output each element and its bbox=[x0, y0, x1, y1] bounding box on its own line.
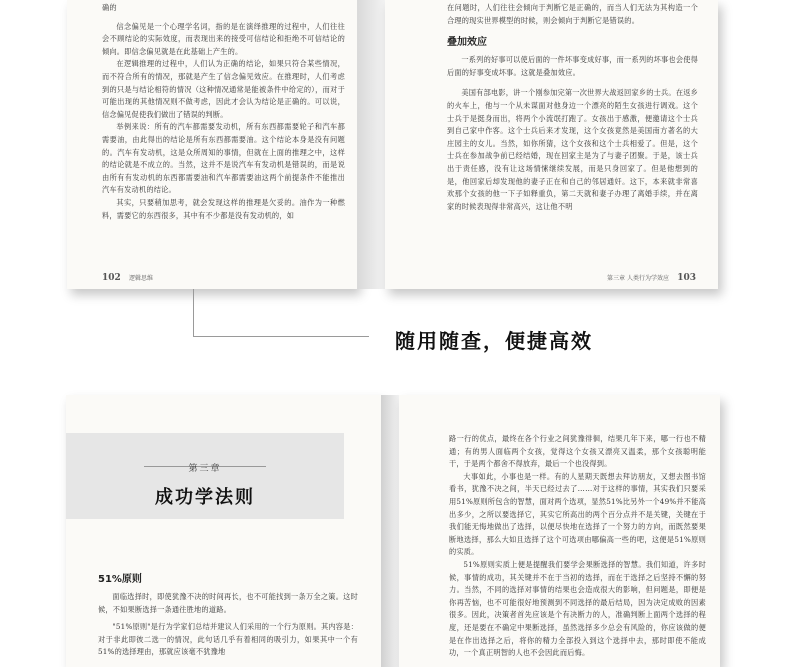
connector-horizontal bbox=[193, 336, 369, 337]
top-left-page bbox=[67, 0, 357, 289]
tagline: 随用随查，便捷高效 bbox=[395, 329, 593, 353]
chapter-band bbox=[66, 433, 344, 519]
paragraph: 信念偏见是一个心理学名词，指的是在演绎推理的过程中，人们往往会不顾结论的实际效度，而表现出来的接受可信结论和拒绝不可信结论的倾向。即信念偏见就是在此基础上产生的。 bbox=[102, 21, 345, 56]
book-gutter bbox=[357, 0, 385, 289]
section-heading: 51%原则 bbox=[98, 574, 142, 585]
running-head: 第三章 人类行为学效应 bbox=[607, 275, 669, 282]
paragraph: 在逻辑推理的过程中，人们认为正确的结论，如果只符合某些情况，而不符合所有的情况，那就是产生了信念偏见效应。在推理时，人们考虑到的只是与结论相符的情况（这种情况通常是能被条件中给定的），而对于可能出现的其他情况则不做考虑，因此才会认为结论是正确的。可以说，信念偏见促使我们做出了错误的判断。 bbox=[102, 59, 345, 119]
paragraph: 51%原则实质上便是提醒我们要学会果断选择的智慧。我们知道，许多时候，事情的成功，其关键并不在于当初的选择，而在于选择之后坚持不懈的努力。当然，不同的选择对事情的结果也会造成很大的影响，但问题是，即便是你再苦恼，也不可能很好地预测到不同选择的最后结局，因为决定成败的因素很多。因此，决策者首先应该是个有决断力的人，准确判断上面两个选择的程度，还是要在不确定中果断选择，虽然选择多少总会有风险的，你应该做的便是在作出选择之后，将你的精力全部投入到这个选择中去，那时即使不能成功，一个真正明智的人也不会因此而后悔。 bbox=[449, 559, 706, 658]
paragraph: 路一行的优点，最终在各个行业之间犹豫徘徊，结果几年下来，哪一行也不精通；有的男人面临两个女孩，觉得这个女孩又漂亮又温柔，那个女孩聪明能干，于是两个都舍不得放弃，最后一个也没得到。 bbox=[449, 434, 706, 469]
paragraph: 美国有部电影，讲一个刚参加完第一次世界大战返回家乡的士兵。在返乡的火车上，他与一个从未谋面对他身边一个漂亮的陌生女孩进行调戏。这个士兵于是挺身而出，将两个小流氓打跑了。女孩出于感激，便邀请这个士兵到自己家中作客。这个士兵后来才发现，这个女孩竟然是美国南方著名的大庄园主的女儿。当然，如你所猜，这个女孩和这个士兵相爱了。但是，这个士兵在参加战争前已经结婚，现在回家主是为了与妻子团聚。于是，该士兵出于责任感，没有让这场情愫继续发展，而是只身回家了。但是他想到的是，他回家后却发现他的妻子正在和自己的邻居通奸。这下，本来就非常喜欢那个女孩的他一下子如释重负，第二天就和妻子办理了离婚手续，并在离家的时候表现得非常高兴，这让他不明 bbox=[447, 88, 698, 211]
bottom-right-page bbox=[399, 395, 720, 667]
paragraph: "51%原则"是行为学家们总结并建议人们采用的一个行为原则。其内容是：对于非此即彼二选一的情况，此句话几乎有着相同的吸引力，如果其中一个有51%的选择理由，那就应该毫不犹豫地 bbox=[98, 622, 358, 657]
paragraph: 大事如此，小事也是一样。有的人星期天既想去拜访朋友，又想去图书馆看书，犹豫不决之间，半天已经过去了……对于这样的事情，其实我们只要采用51%原则所包含的智慧，面对两个选项，显然51%比另外一个49%并不能高出多少，之所以要选择它，其实它所高出的两个百分点并不是关键，关键在于我们能无悔地做出了选择，以便尽快地在选择了一个努力的方向，而既然要果断地选择，那么大如且选择了这个可选项由哪偏高一些的吧，这便是51%原则的实质。 bbox=[449, 471, 706, 557]
running-head: 逻辑思维 bbox=[129, 275, 154, 282]
paragraph: 面临选择时，即使犹豫不决的时间再长，也不可能找到一条万全之策。这时候，不如果断选择一条通往胜地的道路。 bbox=[98, 592, 358, 614]
page-number: 103 bbox=[677, 273, 696, 283]
paragraph: 举例来说：所有的汽车都需要发动机，所有东西都需要轮子和汽车都需要油，由此得出的结论是所有东西都需要油。这个结论本身是没有问题的。汽车有发动机，这是众所周知的事情，但就在上面的推理之中，这样的结论就是不成立的。当然，这并不是说汽车有发动机是错误的，而是说由所有有发动机的东西都需要油和汽车都需要油这两个前提条件不能推出汽车有发动机的结论。 bbox=[102, 122, 345, 195]
book-gutter bbox=[381, 395, 399, 667]
page-fragment-top: 在问题时，人们往往会倾向于判断它是正确的，而当人们无法为其构造一个合理的现实世界模型的时候，则会倾向于判断它是错误的。 bbox=[447, 3, 698, 25]
chapter-label: 第三章 bbox=[188, 464, 222, 474]
page-folio bbox=[607, 273, 696, 283]
section-heading: 叠加效应 bbox=[447, 37, 487, 49]
page-folio bbox=[102, 273, 153, 283]
paragraph: 其实，只要稍加思考，就会发现这样的推理是欠妥的。油作为一种燃料，需要它的东西很多，其中有不少都是没有发动机的，如 bbox=[102, 197, 345, 220]
chapter-title: 成功学法则 bbox=[155, 487, 255, 508]
page-fragment-top: 确的 bbox=[102, 3, 117, 12]
paragraph: 一系列的好事可以使后面的一件坏事变成好事，而一系列的坏事也会使得后面的好事变成坏事。这就是叠加效应。 bbox=[447, 55, 698, 77]
connector-vertical bbox=[193, 289, 194, 336]
page-number: 102 bbox=[102, 273, 121, 283]
top-right-page bbox=[385, 0, 718, 289]
bottom-left-content bbox=[98, 570, 358, 659]
